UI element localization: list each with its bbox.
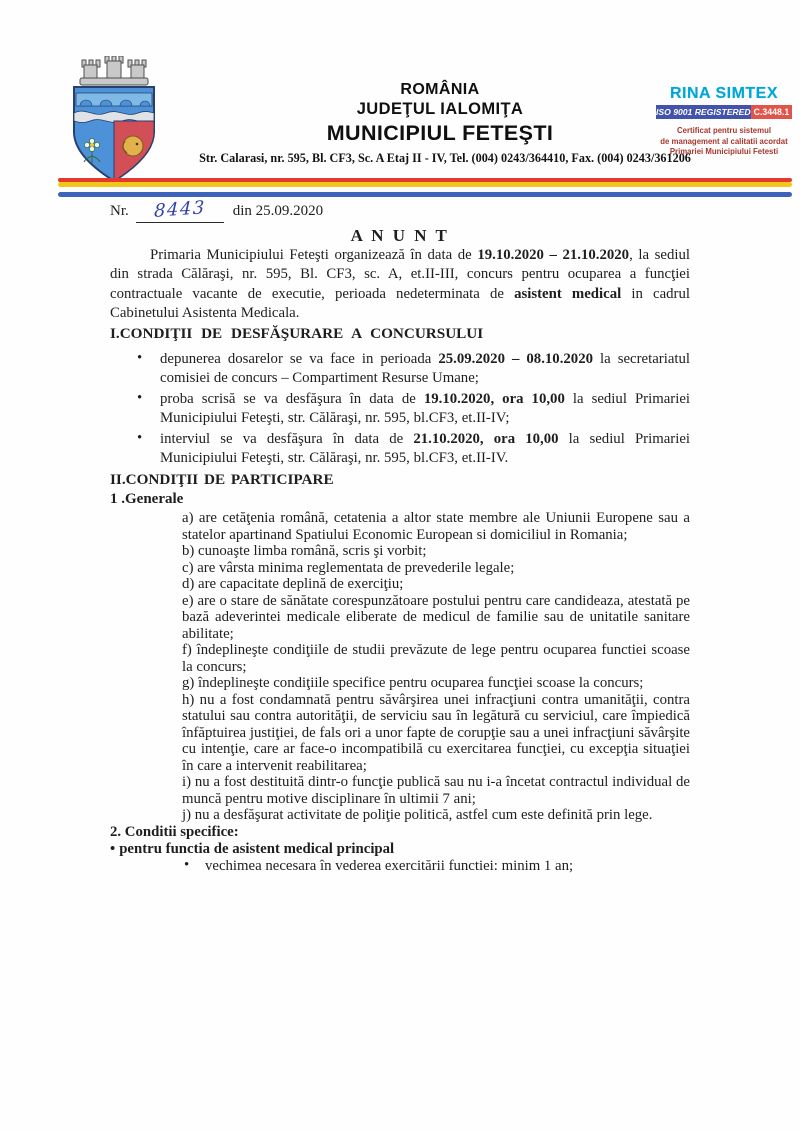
address-line: Str. Calarasi, nr. 595, Bl. CF3, Sc. A Etaj II - IV, Tel. (004) 0243/364410, Fax. (004) 0243/361206: [199, 151, 691, 165]
text: la secretariatul comisiei de concurs – Compartiment Resurse Umane;: [160, 351, 691, 386]
section2-heading: II.CONDIŢII DE PARTICIPARE: [110, 471, 334, 488]
document-body: [110, 198, 690, 875]
general-condition-item: j) nu a desfăşurat activitate de poliţie politică, astfel cum este definită prin lege.: [182, 807, 653, 823]
bullet-marker-icon: •: [184, 856, 190, 873]
certificate-caption-line: de management al calitatii acordat: [660, 136, 788, 146]
iso-registered-label: ISO 9001 REGISTERED: [656, 107, 751, 117]
reference-line: [110, 197, 690, 226]
bullet-text: [160, 431, 690, 466]
certificate-caption-line: Primariei Municipiului Fetesti: [669, 147, 779, 156]
bullet-text: [160, 391, 690, 426]
text: la sediul Primariei Municipiului Feteşti, str. Călăraşi, nr. 595, bl.CF3, et.II-IV.: [160, 431, 691, 466]
yellow-stripe: [58, 182, 792, 187]
bullet-item: [110, 430, 690, 467]
general-condition-item: e) are o stare de sănătate corespunzătoare postului pentru care candideaza, atestată pe bază adeverintei medicale eliberate de medicul de familie sau de unitatile sanitare abilitate;: [182, 592, 690, 642]
section1-bullet-list: [110, 350, 690, 467]
text: interviul se va desfăşura în data de: [160, 431, 414, 447]
header-title-block: [280, 80, 600, 146]
document-title: A N U N T: [350, 226, 450, 245]
general-conditions-heading: 1 .Generale: [110, 490, 184, 507]
certificate-caption-line: Certificat pentru sistemul: [676, 126, 772, 135]
coat-of-arms: [66, 56, 162, 189]
general-condition-item: c) are vârsta minima reglementata de prevederile legale;: [182, 559, 515, 576]
tricolor-separator: [58, 178, 792, 197]
general-condition-item: h) nu a fost condamnată pentru săvârşirea unei infracţiuni contra umanităţii, contra statului sau contra autorităţii, de serviciu sau în legătură cu serviciul, care împiedică înfăptuirea justiţiei, de fals ori a unor fapte de corupţie sau a unei infracţiuni săvârşite cu intenţie, care ar face-o incompatibilă cu exercitarea funcţiei, cu excepţia situaţiei în care a intervenit reabilitarea;: [182, 691, 690, 774]
general-condition-item: g) îndeplineşte condiţiile specifice pentru ocuparea funcţiei scoase la concurs;: [182, 675, 644, 691]
reference-label: Nr.: [110, 203, 129, 219]
position-bullet: [110, 841, 690, 858]
position-bullet-text: pentru functia de asistent medical principal: [119, 840, 395, 857]
general-condition-item: b) cunoaşte limba română, scris şi vorbit;: [182, 543, 427, 559]
country-name: ROMÂNIA: [400, 81, 480, 98]
requirement-item: [110, 858, 690, 875]
text: Primaria Municipiului Feteşti organizează în data de: [150, 246, 478, 263]
text: depunerea dosarelor se va face in perioada: [160, 351, 439, 367]
general-conditions-list: [182, 510, 690, 824]
bullet-item: [110, 350, 690, 387]
bullet-item: [110, 390, 690, 427]
bullet-text: [160, 351, 690, 386]
bold-text: 19.10.2020, ora 10,00: [423, 391, 565, 407]
bold-text: 25.09.2020 – 08.10.2020: [438, 351, 593, 367]
general-condition-item: a) are cetăţenia română, cetatenia a altor state membre ale Uniunii Europene sau a statelor apartinand Spatiului Economic European si domiciliul in Romania;: [182, 510, 690, 543]
certificate-caption: [650, 126, 798, 158]
blue-stripe: [58, 192, 792, 197]
text: proba scrisă se va desfăşura în data de: [160, 391, 424, 407]
text: , la sediul din strada Călăraşi, nr. 595, Bl. CF3, sc. A, et.II-III, concurs pentru ocuparea a funcţiei contractuale vacante de executie, perioada nedeterminata de: [110, 246, 691, 302]
county-name: JUDEŢUL IALOMIŢA: [356, 100, 524, 118]
bullet-marker-icon: •: [137, 390, 143, 406]
reference-underline: [136, 197, 224, 223]
bold-text: 19.10.2020 – 21.10.2020: [477, 246, 630, 263]
general-condition-item: f) îndeplineşte condiţiile de studii prevăzute de lege pentru ocuparea functiei scoase la concurs;: [182, 642, 690, 675]
bullet-marker-icon: •: [137, 430, 143, 446]
general-condition-item: i) nu a fost destituită dintr-o funcţie publică sau nu i-a încetat contractul individual de muncă pentru motive disciplinare în ultimii 7 ani;: [182, 774, 690, 807]
certificate-number: C.3448.1: [751, 105, 793, 119]
rina-simtex-brand: RINA SIMTEX: [669, 85, 779, 102]
specific-conditions-heading: 2. Conditii specifice:: [110, 823, 239, 840]
bold-text: 21.10.2020, ora 10,00: [413, 431, 559, 447]
bullet-marker-icon: •: [110, 840, 116, 857]
iso-bar: [656, 105, 792, 119]
text: la sediul Primariei Municipiului Feteşti, str. Călăraşi, nr. 595, bl.CF3, et.II-IV;: [160, 391, 691, 426]
bullet-marker-icon: •: [137, 350, 143, 366]
certification-badge: [650, 85, 798, 158]
section1-heading: I.CONDIŢII DE DESFĂŞURARE A CONCURSULUI: [110, 324, 484, 342]
intro-paragraph: [110, 246, 690, 324]
reference-number-handwritten: 8443: [153, 197, 206, 222]
reference-date: din 25.09.2020: [232, 203, 324, 219]
requirement-text: vechimea necesara în vederea exercitării functiei: minim 1 an;: [205, 857, 574, 874]
municipality-name: MUNICIPIUL FETEŞTI: [326, 121, 554, 145]
text: in cadrul Cabinetului Asistenta Medicala.: [110, 285, 690, 321]
general-condition-item: d) are capacitate deplină de exerciţiu;: [182, 576, 404, 592]
bold-text: asistent medical: [514, 285, 622, 302]
